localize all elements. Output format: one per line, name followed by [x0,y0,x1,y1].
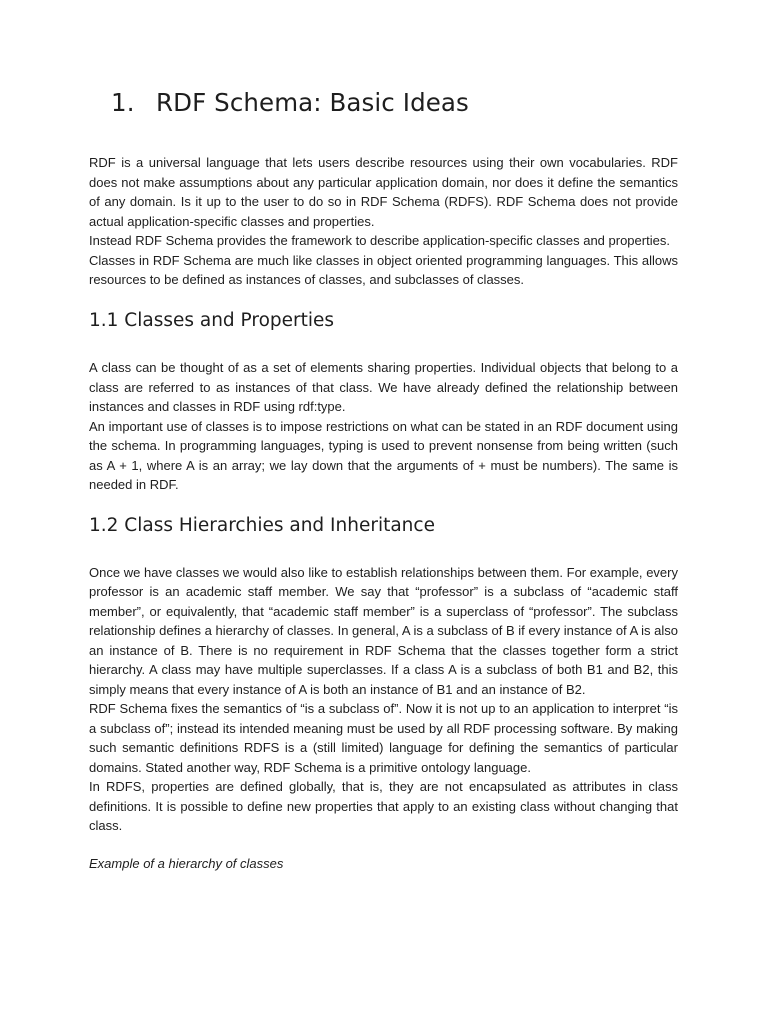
section-1-paragraph-1: A class can be thought of as a set of elements sharing properties. Individual objects that belong to a class are referred to as instances of that class. We have already defined the relationship between instances and classes in RDF using rdf:type. [89,360,678,415]
intro-section [89,153,678,290]
figure-caption: Example of a hierarchy of classes [89,855,284,871]
section-1-paragraph-2: An important use of classes is to impose restrictions on what can be stated in an RDF document using the schema. In programming languages, typing is used to prevent nonsense from being written (such as A + 1, where A is an array; we lay down that the arguments of + must be numbers). The same is needed in RDF. [89,418,678,493]
intro-paragraph-3: Classes in RDF Schema are much like classes in object oriented programming languages. This allows resources to be defined as instances of classes, and subclasses of classes. [89,252,678,288]
section-2-paragraph-3: In RDFS, properties are defined globally, that is, they are not encapsulated as attributes in class definitions. It is possible to define new properties that apply to an existing class without changing that class. [89,779,678,834]
section-2-heading: 1.2 Class Hierarchies and Inheritance [89,514,435,536]
section-2-paragraph-2: RDF Schema fixes the semantics of “is a subclass of”. Now it is not up to an application to interpret “is a subclass of”; instead its intended meaning must be used by all RDF processing software. By making such semantic definitions RDFS is a (still limited) language for defining the semantics of particular domains. Stated another way, RDF Schema is a primitive ontology language. [89,701,678,775]
section-2-paragraph-1: Once we have classes we would also like to establish relationships between them. For example, every professor is an academic staff member. We say that “professor” is a subclass of “academic staff member”, or equivalently, that “academic staff member” is a superclass of “professor”. The subclass relationship defines a hierarchy of classes. In general, A is a subclass of B if every instance of A is also an instance of B. There is no requirement in RDF Schema that the classes together form a strict hierarchy. A class may have multiple superclasses. If a class A is a subclass of both B1 and B2, this simply means that every instance of A is both an instance of B1 and an instance of B2. [89,564,678,697]
title-text: RDF Schema: Basic Ideas [156,88,469,117]
title-number: 1. [111,88,135,117]
intro-paragraph-2: Instead RDF Schema provides the framework to describe application-specific classes and properties. [89,233,670,249]
section-1-heading: 1.1 Classes and Properties [89,309,335,331]
intro-paragraph-1: RDF is a universal language that lets users describe resources using their own vocabularies. RDF does not make assumptions about any particular application domain, nor does it define the semantics of any domain. Is it up to the user to do so in RDF Schema (RDFS). RDF Schema does not provide actual application-specific classes and properties. [89,155,678,229]
page-title [111,88,678,117]
section-1-body [89,358,678,495]
section-2-body [89,563,678,874]
